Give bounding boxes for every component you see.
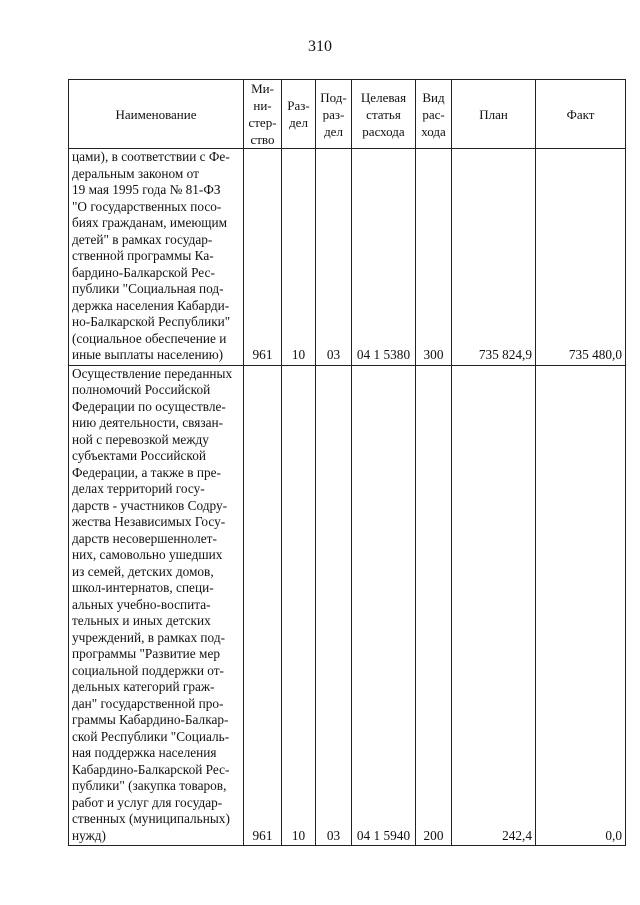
header-row bbox=[69, 80, 626, 149]
row-fact-cell: 735 480,0 bbox=[536, 149, 626, 366]
header-section: Раз- дел bbox=[282, 80, 316, 149]
header-subsection: Под- раз- дел bbox=[316, 80, 352, 149]
page-number: 310 bbox=[308, 38, 332, 55]
row-target-article-cell: 04 1 5380 bbox=[352, 149, 416, 366]
row-subsection-cell: 03 bbox=[316, 365, 352, 846]
row-ministry-cell: 961 bbox=[244, 365, 282, 846]
row-plan-cell: 735 824,9 bbox=[452, 149, 536, 366]
row-ministry-cell: 961 bbox=[244, 149, 282, 366]
row-expense-type-cell: 200 bbox=[416, 365, 452, 846]
header-target-article: Целевая статья расхода bbox=[352, 80, 416, 149]
header-plan: План bbox=[452, 80, 536, 149]
row-subsection-cell: 03 bbox=[316, 149, 352, 366]
header-fact: Факт bbox=[536, 80, 626, 149]
row-name-cell: цами), в соответствии с Фе- деральным законом от 19 мая 1995 года № 81-ФЗ "О государственных посо- биях гражданам, имеющим детей" в рамках государ- ственной программы Ка- бардино-Балкарской Рес- публики "Социальная под- держка населения Кабарди- но-Балкарской Республики" (социальное обеспечение и иные выплаты населению) bbox=[69, 149, 244, 366]
row-section-cell: 10 bbox=[282, 149, 316, 366]
header-expense-type: Вид рас- хода bbox=[416, 80, 452, 149]
row-fact-cell: 0,0 bbox=[536, 365, 626, 846]
header-name: Наименование bbox=[69, 80, 244, 149]
table-row bbox=[69, 149, 626, 366]
row-expense-type-cell: 300 bbox=[416, 149, 452, 366]
table-row bbox=[69, 365, 626, 846]
row-name-cell: Осуществление переданных полномочий Российской Федерации по осуществле- нию деятельности, связан- ной с перевозкой между субъектами Российской Федерации, а также в пре- делах территорий госу- дарств - участников Содру- жества Независимых Госу- дарств несовершеннолет- них, самовольно ушедших из семей, детских домов, школ-интернатов, специ- альных учебно-воспита- тельных и иных детских учреждений, в рамках под- программы "Развитие мер социальной поддержки от- дельных категорий граж- дан" государственной про- граммы Кабардино-Балкар- ской Республики "Социаль- ная поддержка населения Кабардино-Балкарской Рес- публики" (закупка товаров, работ и услуг для государ- ственных (муниципальных) нужд) bbox=[69, 365, 244, 846]
row-plan-cell: 242,4 bbox=[452, 365, 536, 846]
header-ministry: Ми- ни- стер- ство bbox=[244, 80, 282, 149]
budget-table bbox=[68, 79, 626, 846]
row-section-cell: 10 bbox=[282, 365, 316, 846]
row-target-article-cell: 04 1 5940 bbox=[352, 365, 416, 846]
